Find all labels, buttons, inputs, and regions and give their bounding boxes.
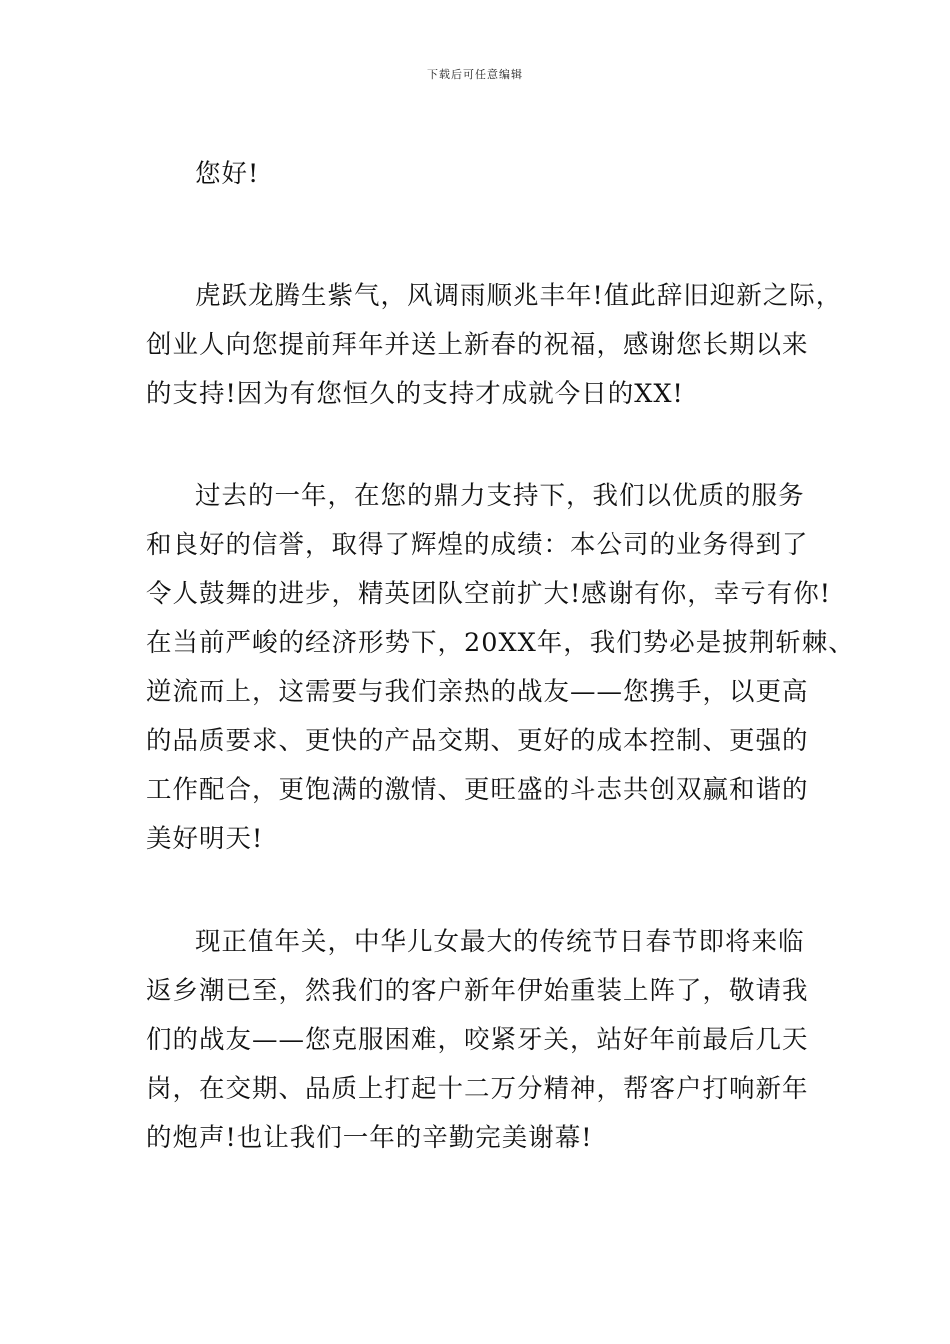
paragraph-3 [146, 918, 809, 1163]
paragraph-2-line: 的品质要求、更快的产品交期、更好的成本控制、更强的 [146, 726, 809, 756]
header-note: 下载后可任意编辑 [427, 68, 523, 81]
paragraph-2-line: 令人鼓舞的进步，精英团队空前扩大!感谢有你，幸亏有你! [146, 579, 831, 609]
paragraph-1-line: 创业人向您提前拜年并送上新春的祝福，感谢您长期以来 [146, 330, 809, 360]
paragraph-2-line: 和良好的信誉，取得了辉煌的成绩：本公司的业务得到了 [146, 530, 809, 560]
paragraph-2-line: 工作配合，更饱满的激情、更旺盛的斗志共创双赢和谐的 [146, 775, 809, 805]
paragraph-1 [146, 272, 842, 419]
paragraph-1-line: 虎跃龙腾生紫气，风调雨顺兆丰年!值此辞旧迎新之际， [195, 281, 843, 311]
paragraph-3-line: 返乡潮已至，然我们的客户新年伊始重装上阵了，敬请我 [146, 976, 809, 1006]
paragraph-3-line: 的炮声!也让我们一年的辛勤完美谢幕! [146, 1123, 593, 1153]
paragraph-1-line: 的支持!因为有您恒久的支持才成就今日的XX! [146, 379, 684, 409]
paragraph-2-line: 在当前严峻的经济形势下，20XX年，我们势必是披荆斩棘、 [146, 628, 855, 658]
paragraph-2 [146, 472, 855, 864]
paragraph-3-line: 现正值年关，中华儿女最大的传统节日春节即将来临 [195, 927, 805, 957]
paragraph-2-line: 逆流而上，这需要与我们亲热的战友——您携手，以更高 [146, 677, 809, 707]
paragraph-2-line: 美好明天! [146, 824, 264, 854]
paragraph-2-line: 过去的一年，在您的鼎力支持下，我们以优质的服务 [195, 481, 805, 511]
paragraph-3-line: 岗，在交期、品质上打起十二万分精神，帮客户打响新年 [146, 1074, 809, 1104]
greeting: 您好! [195, 159, 260, 189]
paragraph-3-line: 们的战友——您克服困难，咬紧牙关，站好年前最后几天 [146, 1025, 809, 1055]
